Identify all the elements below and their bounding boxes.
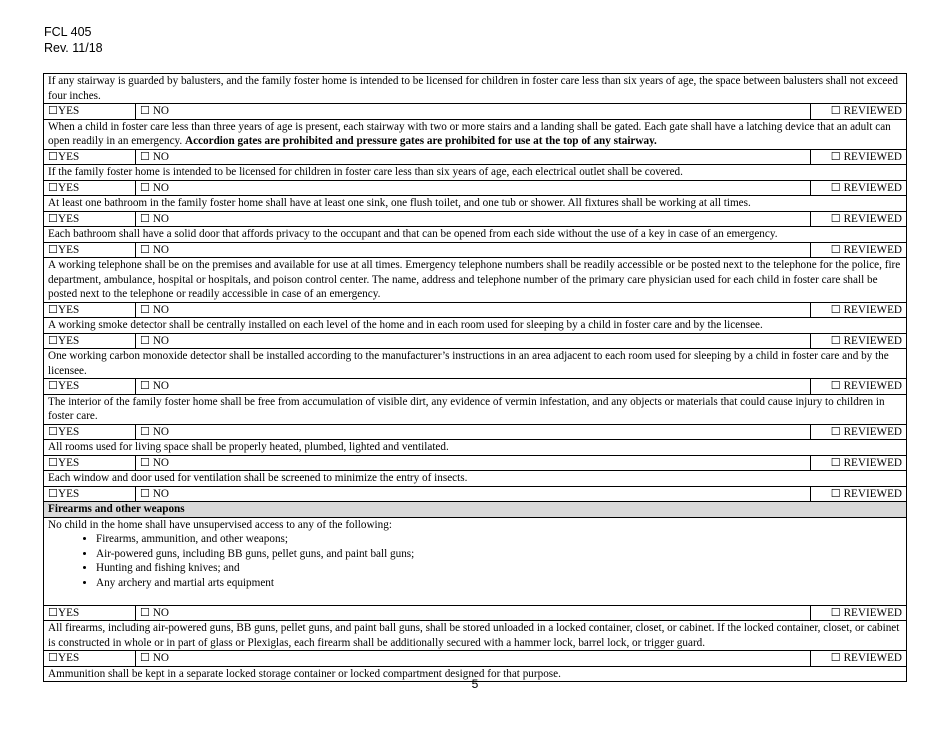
checkbox-row xyxy=(44,333,907,349)
no-checkbox[interactable]: ☐ NO xyxy=(136,211,811,227)
rule-row xyxy=(44,165,907,181)
rule-text: All firearms, including air-powered guns, BB guns, pellet guns, and paint ball guns, shall be stored unloaded in a locked container, closet, or cabinet. If the locked container, closet, or cabinet is constructed in whole or in part of glass or Plexiglas, each firearm shall be additionally secured with a hammer lock, barrel lock, or trigger guard. xyxy=(44,621,907,651)
checkbox-row xyxy=(44,486,907,502)
list-item: • Any archery and martial arts equipment xyxy=(96,576,902,591)
checkbox-row xyxy=(44,379,907,395)
rule-text xyxy=(44,517,907,605)
rule-row xyxy=(44,621,907,651)
checkbox-row xyxy=(44,149,907,165)
no-checkbox[interactable]: ☐ NO xyxy=(136,424,811,440)
weapons-list xyxy=(48,532,902,590)
rule-text: At least one bathroom in the family foster home shall have at least one sink, one flush toilet, and one tub or shower. All fixtures shall be working at all times. xyxy=(44,196,907,212)
rule-text: Ammunition shall be kept in a separate locked storage container or locked compartment designed for that purpose. xyxy=(44,666,907,682)
yes-checkbox[interactable]: ☐YES xyxy=(44,211,136,227)
reviewed-checkbox[interactable]: ☐ REVIEWED xyxy=(811,424,907,440)
rule-row xyxy=(44,196,907,212)
no-checkbox[interactable]: ☐ NO xyxy=(136,242,811,258)
rule-text: Each bathroom shall have a solid door that affords privacy to the occupant and that can be opened from each side without the use of a key in case of an emergency. xyxy=(44,227,907,243)
reviewed-checkbox[interactable]: ☐ REVIEWED xyxy=(811,333,907,349)
rule-row xyxy=(44,119,907,149)
rule-text xyxy=(44,119,907,149)
no-checkbox[interactable]: ☐ NO xyxy=(136,651,811,667)
checkbox-row xyxy=(44,180,907,196)
rule-row xyxy=(44,227,907,243)
yes-checkbox[interactable]: ☐YES xyxy=(44,302,136,318)
checkbox-row xyxy=(44,455,907,471)
no-checkbox[interactable]: ☐ NO xyxy=(136,180,811,196)
checkbox-row xyxy=(44,104,907,120)
reviewed-checkbox[interactable]: ☐ REVIEWED xyxy=(811,486,907,502)
yes-checkbox[interactable]: ☐YES xyxy=(44,605,136,621)
list-item: • Air-powered guns, including BB guns, pellet guns, and paint ball guns; xyxy=(96,547,902,562)
yes-checkbox[interactable]: ☐YES xyxy=(44,379,136,395)
rule-text: All rooms used for living space shall be properly heated, plumbed, lighted and ventilated. xyxy=(44,440,907,456)
yes-checkbox[interactable]: ☐YES xyxy=(44,104,136,120)
no-checkbox[interactable]: ☐ NO xyxy=(136,149,811,165)
yes-checkbox[interactable]: ☐YES xyxy=(44,149,136,165)
rule-intro: No child in the home shall have unsupervised access to any of the following: xyxy=(48,518,392,531)
yes-checkbox[interactable]: ☐YES xyxy=(44,333,136,349)
checkbox-row xyxy=(44,424,907,440)
rule-text: One working carbon monoxide detector shall be installed according to the manufacturer’s instructions in an area adjacent to each room used for sleeping by a child in foster care and by the licensee. xyxy=(44,349,907,379)
rule-row xyxy=(44,318,907,334)
rule-row xyxy=(44,258,907,303)
form-revision: Rev. 11/18 xyxy=(44,41,103,55)
no-checkbox[interactable]: ☐ NO xyxy=(136,455,811,471)
no-checkbox[interactable]: ☐ NO xyxy=(136,333,811,349)
no-checkbox[interactable]: ☐ NO xyxy=(136,104,811,120)
form-header xyxy=(44,24,103,56)
reviewed-checkbox[interactable]: ☐ REVIEWED xyxy=(811,455,907,471)
checkbox-row xyxy=(44,651,907,667)
rule-row xyxy=(44,74,907,104)
reviewed-checkbox[interactable]: ☐ REVIEWED xyxy=(811,149,907,165)
yes-checkbox[interactable]: ☐YES xyxy=(44,651,136,667)
rule-row xyxy=(44,394,907,424)
reviewed-checkbox[interactable]: ☐ REVIEWED xyxy=(811,302,907,318)
no-checkbox[interactable]: ☐ NO xyxy=(136,379,811,395)
checkbox-row xyxy=(44,605,907,621)
section-header-row xyxy=(44,502,907,518)
rule-text-part: When a child in foster care less than three years of age is present, each stairway with two or more stairs and a landing shall be gated. Each gate shall have a latching device that an adult can open readily in an emergency. xyxy=(48,120,891,147)
reviewed-checkbox[interactable]: ☐ REVIEWED xyxy=(811,242,907,258)
rule-row xyxy=(44,349,907,379)
list-item: • Firearms, ammunition, and other weapons; xyxy=(96,532,902,547)
rule-text: The interior of the family foster home shall be free from accumulation of visible dirt, any evidence of vermin infestation, and any objects or materials that could cause injury to children in foster care. xyxy=(44,394,907,424)
yes-checkbox[interactable]: ☐YES xyxy=(44,242,136,258)
page-number: 5 xyxy=(471,677,479,691)
rule-row xyxy=(44,471,907,487)
spacer xyxy=(48,590,902,605)
reviewed-checkbox[interactable]: ☐ REVIEWED xyxy=(811,651,907,667)
yes-checkbox[interactable]: ☐YES xyxy=(44,424,136,440)
form-id: FCL 405 xyxy=(44,25,92,39)
checkbox-row xyxy=(44,242,907,258)
reviewed-checkbox[interactable]: ☐ REVIEWED xyxy=(811,605,907,621)
yes-checkbox[interactable]: ☐YES xyxy=(44,455,136,471)
list-item: • Hunting and fishing knives; and xyxy=(96,561,902,576)
checkbox-row xyxy=(44,211,907,227)
reviewed-checkbox[interactable]: ☐ REVIEWED xyxy=(811,211,907,227)
rule-row xyxy=(44,440,907,456)
checklist-table xyxy=(43,73,907,682)
no-checkbox[interactable]: ☐ NO xyxy=(136,302,811,318)
reviewed-checkbox[interactable]: ☐ REVIEWED xyxy=(811,180,907,196)
rule-text: A working smoke detector shall be centrally installed on each level of the home and in each room used for sleeping by a child in foster care and by the licensee. xyxy=(44,318,907,334)
checkbox-row xyxy=(44,302,907,318)
rule-text: If any stairway is guarded by balusters, and the family foster home is intended to be licensed for children in foster care less than six years of age, the space between balusters shall not exceed four inches. xyxy=(44,74,907,104)
yes-checkbox[interactable]: ☐YES xyxy=(44,180,136,196)
rule-text: Each window and door used for ventilation shall be screened to minimize the entry of insects. xyxy=(44,471,907,487)
no-checkbox[interactable]: ☐ NO xyxy=(136,605,811,621)
reviewed-checkbox[interactable]: ☐ REVIEWED xyxy=(811,104,907,120)
section-title: Firearms and other weapons xyxy=(44,502,907,518)
rule-text: If the family foster home is intended to be licensed for children in foster care less than six years of age, each electrical outlet shall be covered. xyxy=(44,165,907,181)
rule-text-bold: Accordion gates are prohibited and pressure gates are prohibited for use at the top of any stairway. xyxy=(185,135,657,147)
no-checkbox[interactable]: ☐ NO xyxy=(136,486,811,502)
reviewed-checkbox[interactable]: ☐ REVIEWED xyxy=(811,379,907,395)
rule-text: A working telephone shall be on the premises and available for use at all times. Emergency telephone numbers shall be readily accessible or be posted next to the telephone for the police, fire department, ambulance, hospital or hospitals, and poison control center. The name, address and telephone number of the primary care physician used for each child in foster care shall be posted next to the telephone or readily accessible in case of an emergency. xyxy=(44,258,907,303)
rule-row xyxy=(44,517,907,605)
yes-checkbox[interactable]: ☐YES xyxy=(44,486,136,502)
